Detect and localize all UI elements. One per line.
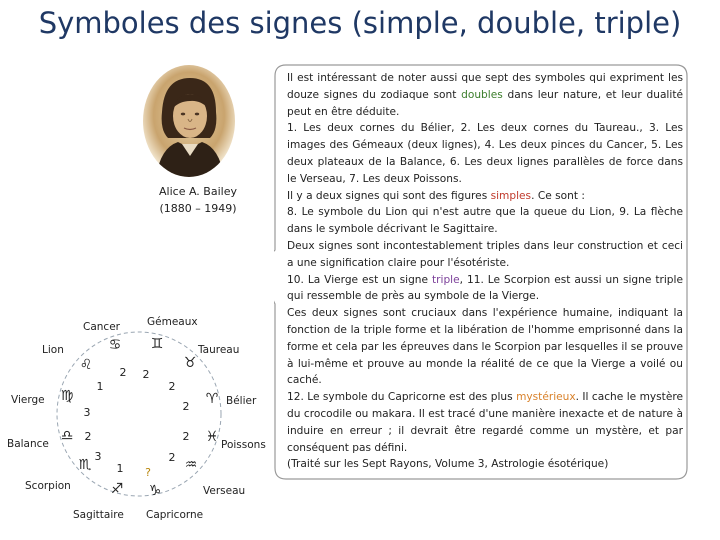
para-doubles [287,70,683,120]
portrait-name: Alice A. Bailey [159,185,237,198]
callout-text [287,70,683,473]
count-sagittaire: 1 [116,462,124,475]
count-vierge: 3 [83,406,91,419]
quote-callout [274,64,688,480]
keyword-mysterieux: mystérieux [516,391,576,404]
keyword-doubles: doubles [461,88,503,101]
label-vierge: Vierge [11,394,45,406]
para-list-simples: 8. Le symbole du Lion qui n'est autre que la queue du Lion, 9. La flèche dans le symbole décrivant le Sagittaire. [287,206,683,236]
label-balance: Balance [7,438,49,450]
para-triples-intro: Deux signes sont incontestablement triples dans leur construction et ceci a une signification claire pour l'ésotériste. [287,239,683,269]
para-experience: Ces deux signes sont cruciaux dans l'expérience humaine, indiquant la fonction de la triple forme et la libération de l'homme emprisonné dans la forme et cela par les épreuves dans le Scorpion par lesquelles il se prouve à lui-même et prouve au monde la réalité de ce que la Vierge a voilé ou caché. [287,307,683,387]
label-sagittaire: Sagittaire [73,509,124,521]
virgo-icon: ♍ [60,388,74,404]
label-verseau: Verseau [203,485,246,497]
label-scorpion: Scorpion [25,480,71,492]
para-list-doubles: 1. Les deux cornes du Bélier, 2. Les deux cornes du Taureau., 3. Les images des Gémeaux (deux lignes), 4. Les deux pinces du Cancer, 5. Les deux plateaux de la Balance, 6. Les deux lignes parallèles de force dans le Verseau, 7. Les deux Poissons. [287,122,683,185]
text-run: , 11. Le Scorpion est aussi un signe triple qui ressemble de près au symbole de la Vierge. [287,273,683,303]
keyword-triple: triple [432,273,460,286]
count-poissons: 2 [182,430,190,443]
gemini-icon: ♊ [150,336,164,352]
text-run: 12. Le symbole du Capricorne est des plus [287,391,517,404]
count-cancer: 2 [119,366,127,379]
count-balance: 2 [84,430,92,443]
label-gemeaux: Gémeaux [147,316,198,328]
text-run: . Ce sont : [531,189,585,202]
label-belier: Bélier [226,395,257,407]
portrait-caption [148,183,248,217]
text-run: . Il cache le mystère du crocodile ou makara. Il est tracé d'une manière inexacte et de nature à induire en erreur ; il devrait être regardé comme un mystère, et par conséquent pas défini. [287,391,683,454]
keyword-simples: simples [490,189,532,202]
aries-icon: ♈ [205,391,219,407]
text-run: Il est intéressant de noter aussi que sept des symboles qui expriment les douze signes du zodiaque sont [287,72,683,101]
label-cancer: Cancer [83,321,120,333]
text-run: dans leur nature, et leur dualité peut en être déduite. [287,88,683,118]
leo-icon: ♌ [79,357,93,373]
count-capricorne: ? [145,466,151,479]
libra-icon: ♎ [60,428,74,444]
sagittarius-icon: ♐ [110,481,124,497]
count-scorpion: 3 [94,450,102,463]
count-gemeaux: 2 [142,368,150,381]
capricorn-icon: ♑ [148,483,162,499]
count-belier: 2 [182,400,190,413]
cancer-icon: ♋ [108,337,122,353]
scorpio-icon: ♏ [78,457,92,473]
para-source: (Traité sur les Sept Rayons, Volume 3, Astrologie ésotérique) [287,458,609,471]
text-run: 10. La Vierge est un signe [287,273,432,286]
portrait-photo [142,64,236,178]
label-poissons: Poissons [221,439,266,451]
count-lion: 1 [96,380,104,393]
portrait-dates: (1880 – 1949) [159,202,237,215]
para-triples [287,272,683,306]
count-taureau: 2 [168,380,176,393]
label-taureau: Taureau [198,344,240,356]
text-run: Il y a deux signes qui sont des figures [287,189,491,202]
label-capricorne: Capricorne [146,509,204,521]
aquarius-icon: ♒ [184,457,198,473]
para-simples [287,188,683,205]
pisces-icon: ♓ [205,429,219,445]
taurus-icon: ♉ [183,355,197,371]
count-verseau: 2 [168,451,176,464]
page-title: Symboles des signes (simple, double, triple) [38,6,682,40]
para-capricorne [287,389,683,456]
label-lion: Lion [42,344,64,356]
zodiac-wheel [0,300,270,530]
